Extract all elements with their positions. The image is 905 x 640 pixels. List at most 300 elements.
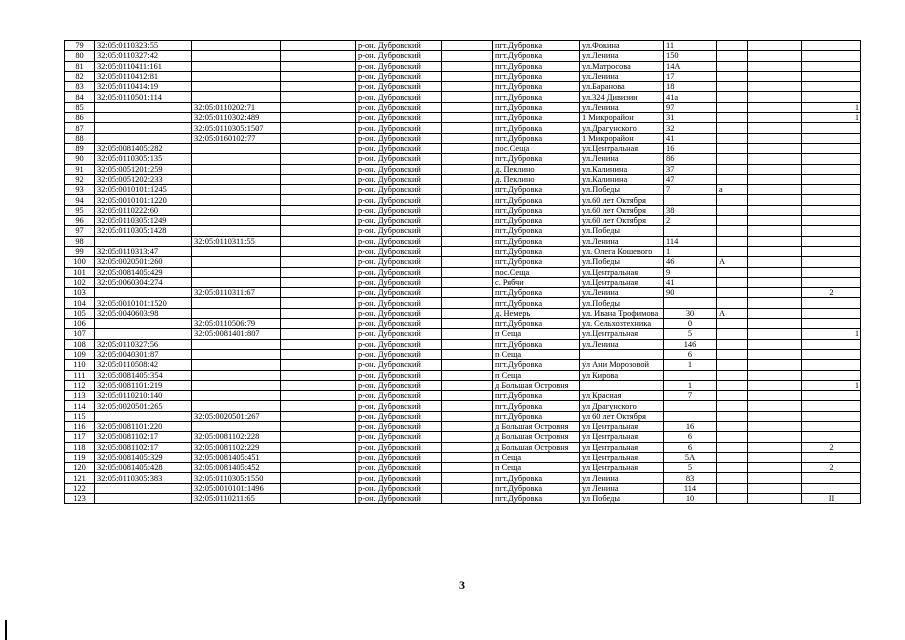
cell-col-11: [802, 298, 861, 308]
cell-cadastral-number-2: 32:05:0081401:807: [192, 329, 281, 339]
cell-house-number: [664, 226, 717, 236]
cell-col-11: 1: [802, 380, 861, 390]
cell-col-11: [802, 452, 861, 462]
cell-cadastral-number: [95, 133, 192, 143]
cell-blank-col: [281, 370, 356, 380]
cell-col-11: II: [802, 494, 861, 504]
cell-col-11: [802, 421, 861, 431]
table-row: [65, 339, 861, 349]
cell-row-number: 115: [65, 411, 95, 421]
cell-col-10: [748, 236, 802, 246]
cell-street: ул.60 лет Октября: [580, 205, 664, 215]
cell-cadastral-number: 32:05:0110305:1428: [95, 226, 192, 236]
cell-col-11: [802, 339, 861, 349]
cell-cadastral-number-2: [192, 391, 281, 401]
cell-col-11: 2: [802, 442, 861, 452]
cell-district: р-он. Дубровский: [356, 113, 442, 123]
cell-house-number: 7: [664, 185, 717, 195]
cell-cadastral-number: 32:05:0081101:219: [95, 380, 192, 390]
cell-col-11: 2: [802, 288, 861, 298]
table-row: [65, 236, 861, 246]
table-row: [65, 401, 861, 411]
cell-cadastral-number: 32:05:0110305:135: [95, 154, 192, 164]
cell-cadastral-number-2: 32:05:0110506:79: [192, 319, 281, 329]
cell-cadastral-number-2: 32:05:0081405:452: [192, 463, 281, 473]
cell-cadastral-number-2: 32:05:0110305:1507: [192, 123, 281, 133]
cell-settlement: д. Немерь: [493, 308, 580, 318]
cell-district: р-он. Дубровский: [356, 473, 442, 483]
cell-col-10: [748, 483, 802, 493]
cell-cadastral-number: [95, 236, 192, 246]
cell-settlement: д Большая Островня: [493, 380, 580, 390]
cell-row-number: 89: [65, 143, 95, 153]
cell-house-number: 146: [664, 339, 717, 349]
cell-blank-col-2: [442, 380, 493, 390]
cell-house-letter: [717, 164, 748, 174]
cell-street: ул Победы: [580, 494, 664, 504]
cell-settlement: п Сеща: [493, 452, 580, 462]
cell-house-number: 10: [664, 494, 717, 504]
cell-settlement: пгт.Дубровка: [493, 226, 580, 236]
cell-col-11: [802, 226, 861, 236]
cell-row-number: 105: [65, 308, 95, 318]
cell-district: р-он. Дубровский: [356, 401, 442, 411]
cell-house-letter: [717, 246, 748, 256]
cell-col-10: [748, 71, 802, 81]
cell-blank-col-2: [442, 164, 493, 174]
cell-house-number: 18: [664, 82, 717, 92]
cell-col-11: [802, 411, 861, 421]
cell-cadastral-number: 32:05:0010101:1520: [95, 298, 192, 308]
cell-blank-col-2: [442, 339, 493, 349]
cell-house-letter: А: [717, 308, 748, 318]
cell-district: р-он. Дубровский: [356, 185, 442, 195]
table-row: [65, 143, 861, 153]
cell-col-11: 2: [802, 463, 861, 473]
cell-col-10: [748, 411, 802, 421]
cell-row-number: 85: [65, 102, 95, 112]
cell-cadastral-number-2: [192, 195, 281, 205]
cell-district: р-он. Дубровский: [356, 102, 442, 112]
cell-cadastral-number: 32:05:0081405:329: [95, 452, 192, 462]
cell-street: ул.Ленина: [580, 102, 664, 112]
cell-district: р-он. Дубровский: [356, 195, 442, 205]
cell-cadastral-number-2: [192, 380, 281, 390]
cell-district: р-он. Дубровский: [356, 421, 442, 431]
cell-row-number: 112: [65, 380, 95, 390]
cell-cadastral-number-2: [192, 216, 281, 226]
cell-cadastral-number: 32:05:0051201:259: [95, 164, 192, 174]
cell-blank-col-2: [442, 92, 493, 102]
cell-row-number: 91: [65, 164, 95, 174]
cell-row-number: 98: [65, 236, 95, 246]
cell-district: р-он. Дубровский: [356, 339, 442, 349]
table-row: [65, 360, 861, 370]
cell-street: ул.Центральная: [580, 329, 664, 339]
cell-house-letter: [717, 267, 748, 277]
cell-row-number: 110: [65, 360, 95, 370]
cell-blank-col: [281, 319, 356, 329]
cell-blank-col: [281, 267, 356, 277]
cell-blank-col-2: [442, 277, 493, 287]
cell-blank-col: [281, 113, 356, 123]
cell-cadastral-number: 32:05:0020501:260: [95, 257, 192, 267]
cell-cadastral-number-2: 32:05:0110305:1550: [192, 473, 281, 483]
cell-house-number: 38: [664, 205, 717, 215]
cell-settlement: п Сеща: [493, 329, 580, 339]
cell-cadastral-number: [95, 123, 192, 133]
cell-house-number: 6: [664, 432, 717, 442]
cell-blank-col: [281, 442, 356, 452]
table-row: [65, 123, 861, 133]
cell-col-10: [748, 185, 802, 195]
cell-blank-col: [281, 494, 356, 504]
cell-blank-col-2: [442, 421, 493, 431]
cell-col-11: [802, 82, 861, 92]
cell-house-letter: [717, 123, 748, 133]
cell-house-number: 97: [664, 102, 717, 112]
cell-house-letter: [717, 483, 748, 493]
cell-street: ул.60 лет Октября: [580, 216, 664, 226]
cell-blank-col: [281, 123, 356, 133]
cell-cadastral-number: 32:05:0081101:220: [95, 421, 192, 431]
cell-col-11: [802, 236, 861, 246]
cell-blank-col-2: [442, 123, 493, 133]
cell-col-10: [748, 226, 802, 236]
cell-col-10: [748, 246, 802, 256]
cell-col-10: [748, 123, 802, 133]
cell-district: р-он. Дубровский: [356, 308, 442, 318]
cell-house-letter: [717, 380, 748, 390]
cell-cadastral-number-2: [192, 401, 281, 411]
cell-blank-col: [281, 463, 356, 473]
cell-row-number: 103: [65, 288, 95, 298]
cell-house-number: 16: [664, 421, 717, 431]
cell-house-letter: [717, 92, 748, 102]
cell-blank-col-2: [442, 442, 493, 452]
cell-house-letter: [717, 432, 748, 442]
cell-cadastral-number-2: [192, 421, 281, 431]
cell-house-letter: [717, 339, 748, 349]
margin-mark: [5, 620, 7, 640]
cell-district: р-он. Дубровский: [356, 267, 442, 277]
cell-row-number: 97: [65, 226, 95, 236]
cell-cadastral-number: 32:05:0110327:42: [95, 51, 192, 61]
cell-col-10: [748, 463, 802, 473]
cell-house-number: 7: [664, 391, 717, 401]
cell-cadastral-number: 32:05:0020501:265: [95, 401, 192, 411]
cell-col-10: [748, 277, 802, 287]
cell-cadastral-number: 32:05:0110323:55: [95, 41, 192, 51]
cell-blank-col: [281, 349, 356, 359]
cell-street: ул 60 лет Октября: [580, 411, 664, 421]
cell-district: р-он. Дубровский: [356, 483, 442, 493]
cell-settlement: пгт.Дубровка: [493, 154, 580, 164]
cell-cadastral-number-2: [192, 51, 281, 61]
cell-cadastral-number-2: 32:05:0160102:77: [192, 133, 281, 143]
cell-cadastral-number-2: 32:05:0110211:65: [192, 494, 281, 504]
cell-cadastral-number: 32:05:0010101:1220: [95, 195, 192, 205]
cell-house-number: 14А: [664, 61, 717, 71]
cell-settlement: пгт.Дубровка: [493, 298, 580, 308]
table-row: [65, 370, 861, 380]
cell-settlement: пгт.Дубровка: [493, 216, 580, 226]
cell-street: ул. Олега Кошевого: [580, 246, 664, 256]
cell-cadastral-number-2: [192, 174, 281, 184]
cell-row-number: 122: [65, 483, 95, 493]
cell-row-number: 84: [65, 92, 95, 102]
cell-house-letter: [717, 61, 748, 71]
cell-house-number: 6: [664, 349, 717, 359]
cell-col-10: [748, 339, 802, 349]
cell-col-11: [802, 319, 861, 329]
cell-cadastral-number: 32:05:0110414:19: [95, 82, 192, 92]
cell-street: ул Центральная: [580, 421, 664, 431]
cell-settlement: пгт.Дубровка: [493, 411, 580, 421]
cell-col-10: [748, 391, 802, 401]
cell-house-number: 47: [664, 174, 717, 184]
cell-cadastral-number-2: [192, 92, 281, 102]
cell-blank-col-2: [442, 154, 493, 164]
cell-blank-col: [281, 195, 356, 205]
cell-blank-col-2: [442, 452, 493, 462]
cell-col-11: [802, 432, 861, 442]
cell-row-number: 118: [65, 442, 95, 452]
cell-house-number: 41а: [664, 92, 717, 102]
cell-street: ул.Центральная: [580, 277, 664, 287]
table-row: [65, 483, 861, 493]
cell-blank-col: [281, 185, 356, 195]
cell-settlement: пгт.Дубровка: [493, 195, 580, 205]
cell-house-letter: [717, 288, 748, 298]
cell-col-11: [802, 61, 861, 71]
cell-blank-col-2: [442, 329, 493, 339]
cell-col-11: [802, 195, 861, 205]
cell-house-number: 83: [664, 473, 717, 483]
cell-row-number: 119: [65, 452, 95, 462]
cell-row-number: 102: [65, 277, 95, 287]
cell-blank-col-2: [442, 308, 493, 318]
cell-blank-col: [281, 411, 356, 421]
cell-district: р-он. Дубровский: [356, 411, 442, 421]
table-row: [65, 277, 861, 287]
cell-row-number: 80: [65, 51, 95, 61]
cell-col-11: [802, 360, 861, 370]
cell-col-11: [802, 391, 861, 401]
cell-street: [580, 349, 664, 359]
cell-house-number: 86: [664, 154, 717, 164]
cell-blank-col-2: [442, 205, 493, 215]
cell-cadastral-number-2: [192, 226, 281, 236]
cell-blank-col: [281, 401, 356, 411]
cell-house-number: 1: [664, 380, 717, 390]
cell-street: ул.Калинина: [580, 164, 664, 174]
cell-cadastral-number-2: [192, 71, 281, 81]
cell-house-number: 0: [664, 319, 717, 329]
cell-house-letter: [717, 216, 748, 226]
cell-blank-col-2: [442, 236, 493, 246]
cell-col-10: [748, 41, 802, 51]
cell-settlement: пос.Сеща: [493, 143, 580, 153]
cell-blank-col: [281, 133, 356, 143]
cell-col-11: [802, 41, 861, 51]
cell-col-11: [802, 164, 861, 174]
cell-house-number: 1: [664, 246, 717, 256]
cell-row-number: 114: [65, 401, 95, 411]
cell-street: ул Ленина: [580, 473, 664, 483]
cell-house-letter: [717, 473, 748, 483]
cell-blank-col: [281, 41, 356, 51]
cell-blank-col-2: [442, 174, 493, 184]
cell-street: ул.Победы: [580, 185, 664, 195]
cell-blank-col-2: [442, 494, 493, 504]
table-row: [65, 195, 861, 205]
cell-house-number: 41: [664, 277, 717, 287]
cell-street: ул.Ленина: [580, 288, 664, 298]
cell-cadastral-number: 32:05:0110327:56: [95, 339, 192, 349]
cell-house-number: [664, 370, 717, 380]
cell-col-10: [748, 473, 802, 483]
cell-col-10: [748, 370, 802, 380]
cell-street: ул.Баранова: [580, 82, 664, 92]
cell-house-letter: [717, 113, 748, 123]
cell-blank-col-2: [442, 246, 493, 256]
cell-row-number: 83: [65, 82, 95, 92]
cell-blank-col-2: [442, 226, 493, 236]
cell-cadastral-number: [95, 483, 192, 493]
cell-house-letter: [717, 452, 748, 462]
table-body: [65, 41, 861, 504]
cell-district: р-он. Дубровский: [356, 133, 442, 143]
cell-blank-col: [281, 298, 356, 308]
cell-house-letter: [717, 51, 748, 61]
table-row: [65, 421, 861, 431]
cell-street: ул Центральная: [580, 463, 664, 473]
cell-cadastral-number: 32:05:0110501:114: [95, 92, 192, 102]
cell-settlement: пгт.Дубровка: [493, 102, 580, 112]
cell-cadastral-number: 32:05:0110508:42: [95, 360, 192, 370]
cell-col-11: 1: [802, 102, 861, 112]
cell-col-10: [748, 452, 802, 462]
cell-house-letter: [717, 82, 748, 92]
cell-house-letter: А: [717, 257, 748, 267]
cell-row-number: 96: [65, 216, 95, 226]
cell-col-10: [748, 154, 802, 164]
cell-street: ул. Ивана Трофимова: [580, 308, 664, 318]
cell-street: ул.60 лет Октября: [580, 195, 664, 205]
cell-settlement: пгт.Дубровка: [493, 205, 580, 215]
cell-cadastral-number-2: 32:05:0081102:229: [192, 442, 281, 452]
cell-blank-col-2: [442, 288, 493, 298]
cell-house-number: 17: [664, 71, 717, 81]
cell-col-11: [802, 71, 861, 81]
cell-col-10: [748, 442, 802, 452]
cell-cadastral-number: 32:05:0081405:282: [95, 143, 192, 153]
cell-cadastral-number: [95, 113, 192, 123]
table-row: [65, 432, 861, 442]
table-row: [65, 92, 861, 102]
cell-cadastral-number-2: 32:05:0110311:67: [192, 288, 281, 298]
cell-blank-col-2: [442, 349, 493, 359]
cell-cadastral-number-2: [192, 154, 281, 164]
cell-house-letter: [717, 319, 748, 329]
cell-row-number: 121: [65, 473, 95, 483]
cell-house-letter: [717, 391, 748, 401]
cell-cadastral-number-2: [192, 339, 281, 349]
cell-row-number: 113: [65, 391, 95, 401]
cell-blank-col: [281, 421, 356, 431]
cell-house-number: [664, 401, 717, 411]
cell-district: р-он. Дубровский: [356, 61, 442, 71]
cell-settlement: д Большая Островня: [493, 442, 580, 452]
table-row: [65, 102, 861, 112]
cell-col-10: [748, 216, 802, 226]
cell-row-number: 79: [65, 41, 95, 51]
cell-row-number: 123: [65, 494, 95, 504]
table-row: [65, 226, 861, 236]
cell-row-number: 104: [65, 298, 95, 308]
table-row: [65, 205, 861, 215]
cell-col-11: [802, 370, 861, 380]
cell-col-11: [802, 277, 861, 287]
cell-street: ул.Победы: [580, 298, 664, 308]
cell-row-number: 95: [65, 205, 95, 215]
cell-settlement: с. Рябчи: [493, 277, 580, 287]
cell-house-letter: [717, 494, 748, 504]
cell-row-number: 94: [65, 195, 95, 205]
cell-house-letter: а: [717, 185, 748, 195]
cell-blank-col: [281, 164, 356, 174]
cell-blank-col-2: [442, 61, 493, 71]
cell-col-11: [802, 401, 861, 411]
cell-cadastral-number-2: 32:05:0020501:267: [192, 411, 281, 421]
cell-cadastral-number: 32:05:0110411:161: [95, 61, 192, 71]
cell-street: ул Драгунского: [580, 401, 664, 411]
cell-cadastral-number: 32:05:0051202:233: [95, 174, 192, 184]
cell-house-letter: [717, 102, 748, 112]
cell-col-11: 1: [802, 113, 861, 123]
cell-blank-col-2: [442, 267, 493, 277]
cell-district: р-он. Дубровский: [356, 329, 442, 339]
cell-district: р-он. Дубровский: [356, 236, 442, 246]
table-row: [65, 494, 861, 504]
cell-blank-col: [281, 473, 356, 483]
cell-col-11: [802, 154, 861, 164]
cell-blank-col-2: [442, 51, 493, 61]
cell-settlement: пгт.Дубровка: [493, 319, 580, 329]
cell-row-number: 99: [65, 246, 95, 256]
table-row: [65, 154, 861, 164]
cell-street: ул.Ленина: [580, 339, 664, 349]
cell-cadastral-number-2: [192, 277, 281, 287]
cell-house-letter: [717, 463, 748, 473]
table-row: [65, 51, 861, 61]
cell-house-number: 32: [664, 123, 717, 133]
cell-col-10: [748, 349, 802, 359]
cell-row-number: 117: [65, 432, 95, 442]
cell-col-10: [748, 380, 802, 390]
page-number: 3: [459, 578, 465, 592]
cell-house-letter: [717, 370, 748, 380]
cell-blank-col: [281, 339, 356, 349]
cell-col-10: [748, 143, 802, 153]
cell-cadastral-number: 32:05:0081405:428: [95, 463, 192, 473]
cell-blank-col-2: [442, 82, 493, 92]
cell-cadastral-number: 32:05:0110305:383: [95, 473, 192, 483]
cell-cadastral-number: 32:05:0010101:1245: [95, 185, 192, 195]
cell-house-number: 37: [664, 164, 717, 174]
cell-house-letter: [717, 143, 748, 153]
